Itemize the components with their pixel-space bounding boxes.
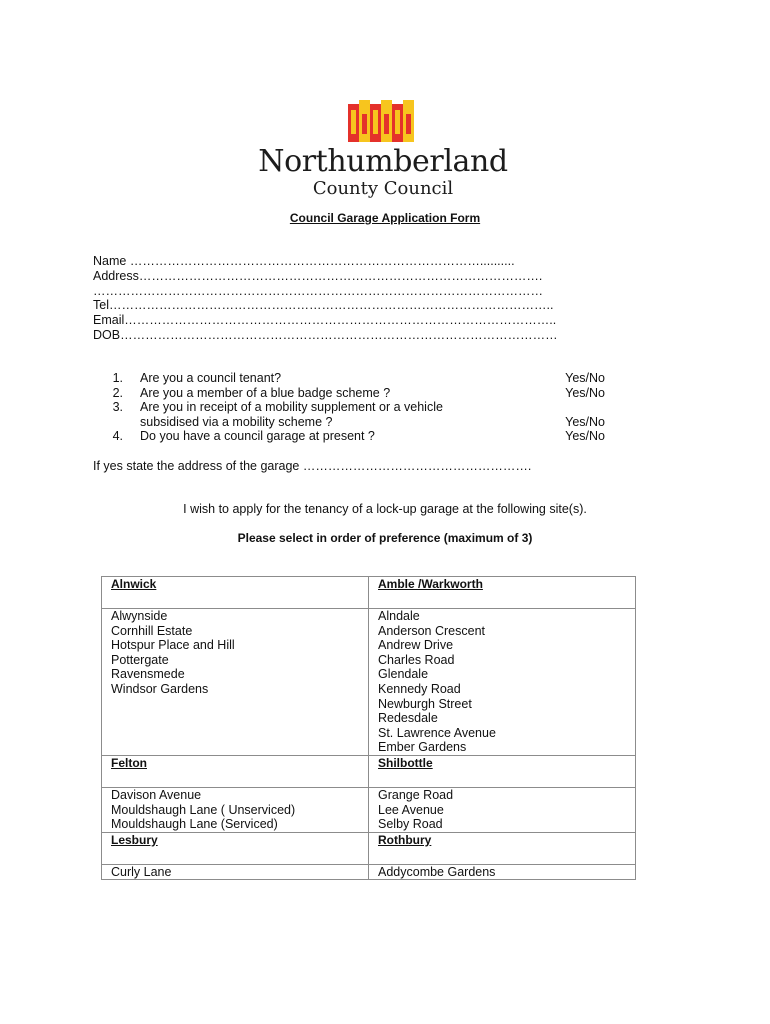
yes-no-answer[interactable]: Yes/No (565, 371, 605, 385)
address-line-2-field[interactable]: ……………………………………………………………………………………………… (93, 283, 543, 298)
garage-address-field[interactable]: If yes state the address of the garage ………………………………………………. (93, 459, 532, 473)
crest-battlement (351, 110, 356, 134)
name-field[interactable]: Name ………………………………………………………………………….......... (93, 254, 515, 268)
intro-text: I wish to apply for the tenancy of a lock-up garage at the following site(s). (183, 502, 587, 516)
question-item (93, 400, 605, 429)
site-option[interactable]: Windsor Gardens (111, 681, 209, 696)
yes-no-answer[interactable]: Yes/No (565, 414, 605, 429)
area-heading: Rothbury (369, 832, 636, 864)
area-heading: Shilbottle (369, 755, 636, 787)
dob-field[interactable]: DOB…………………………………………………………………………………………… (93, 327, 558, 342)
crest-battlement (362, 114, 367, 134)
form-title: Council Garage Application Form (289, 211, 481, 225)
email-field[interactable]: Email………………………………………………………………………………………….. (93, 313, 557, 328)
site-option[interactable]: Pottergate (111, 652, 169, 667)
site-option[interactable]: Redesdale (378, 711, 438, 726)
crest-battlement (406, 114, 411, 134)
question-number: 1. (112, 371, 123, 385)
crest-icon (348, 100, 414, 142)
site-option[interactable]: Grange Road (378, 787, 454, 802)
street-list (102, 787, 369, 832)
street-list (369, 609, 636, 756)
site-option[interactable]: St. Lawrence Avenue (378, 725, 496, 740)
question-text: Do you have a council garage at present ? (140, 429, 375, 444)
question-text: Are you a council tenant? (140, 371, 282, 385)
sites-table (101, 576, 636, 880)
area-header-row (102, 832, 636, 864)
site-option[interactable]: Mouldshaugh Lane ( Unserviced) (111, 802, 296, 817)
yes-no-answer[interactable]: Yes/No (565, 429, 605, 444)
yes-no-answer[interactable]: Yes/No (565, 385, 605, 400)
area-heading: Lesbury (102, 832, 369, 864)
street-list (369, 787, 636, 832)
site-option[interactable]: Charles Road (378, 652, 455, 667)
site-option[interactable]: Lee Avenue (378, 802, 444, 817)
area-heading: Alnwick (102, 577, 369, 609)
question-item (93, 429, 605, 444)
question-number: 3. (112, 400, 123, 415)
site-option[interactable]: Newburgh Street (378, 696, 472, 711)
site-option[interactable]: Cornhill Estate (111, 623, 193, 638)
street-list-row (102, 787, 636, 832)
area-heading: Felton (102, 755, 369, 787)
site-option[interactable]: Alndale (378, 609, 420, 623)
org-subtitle: County Council (312, 178, 454, 199)
question-text: Are you in receipt of a mobility supplement or a vehicle subsidised via a mobility scheme ? (140, 400, 443, 429)
question-number: 4. (112, 429, 123, 444)
area-header-row (102, 577, 636, 609)
crest-battlement (384, 114, 389, 134)
site-option[interactable]: Glendale (378, 667, 429, 682)
org-name: Northumberland (258, 144, 508, 179)
area-header-row (102, 755, 636, 787)
street-list-row (102, 864, 636, 880)
site-option[interactable]: Selby Road (378, 817, 443, 832)
site-option[interactable]: Addycombe Gardens (378, 864, 496, 879)
question-number: 2. (112, 385, 123, 400)
site-option[interactable]: Mouldshaugh Lane (Serviced) (111, 817, 278, 832)
site-option[interactable]: Kennedy Road (378, 681, 461, 696)
question-text: Are you a member of a blue badge scheme ? (140, 385, 391, 400)
question-list (93, 371, 605, 444)
street-list (369, 864, 636, 880)
street-list (102, 864, 369, 880)
tel-field[interactable]: Tel…………………………………………………………………………………………….. (93, 298, 554, 313)
site-option[interactable]: Anderson Crescent (378, 623, 486, 638)
street-list-row (102, 609, 636, 756)
site-option[interactable]: Ember Gardens (378, 740, 467, 755)
site-option[interactable]: Curly Lane (111, 864, 172, 879)
site-option[interactable]: Alwynside (111, 609, 168, 623)
question-item (93, 371, 605, 386)
street-list (102, 609, 369, 756)
applicant-fields (93, 254, 563, 343)
site-option[interactable]: Ravensmede (111, 667, 185, 682)
crest-battlement (373, 110, 378, 134)
crest-battlement (395, 110, 400, 134)
preference-instruction: Please select in order of preference (maximum of 3) (237, 531, 533, 545)
site-option[interactable]: Davison Avenue (111, 787, 202, 802)
site-option[interactable]: Hotspur Place and Hill (111, 638, 235, 653)
site-option[interactable]: Andrew Drive (378, 638, 454, 653)
question-item (93, 386, 605, 401)
area-heading: Amble /Warkworth (369, 577, 636, 609)
address-field[interactable]: Address……………………………………………………………………………………. (93, 268, 543, 283)
